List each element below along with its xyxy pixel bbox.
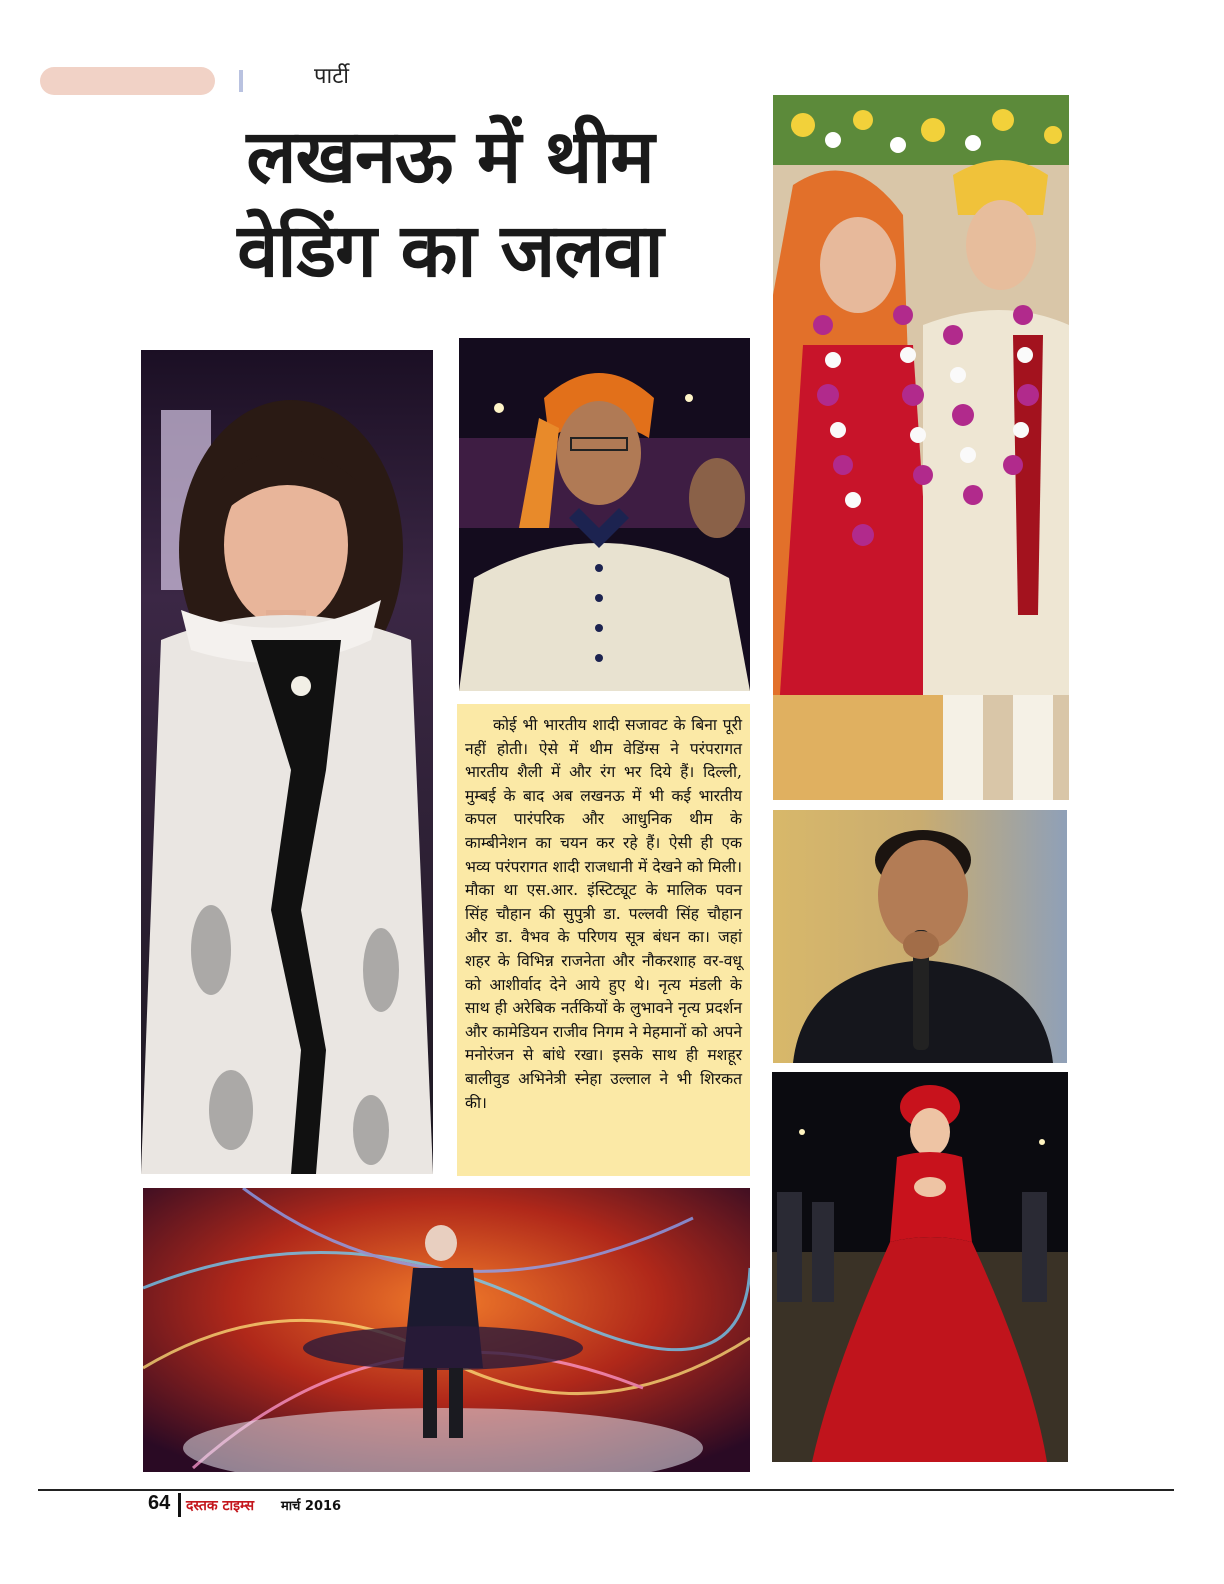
page-number: 64 (148, 1492, 171, 1514)
photo-bride-groom (773, 95, 1069, 800)
headline-line-2: वेडिंग का जलवा (237, 208, 663, 294)
photo-stage-dancer (143, 1188, 750, 1472)
photo-flower-gown-performer (772, 1072, 1068, 1462)
issue-date: मार्च 2016 (281, 1499, 342, 1514)
article-body: कोई भी भारतीय शादी सजावट के बिना पूरी नहीं होती। ऐसे में थीम वेडिंग्स ने परंपरागत भारतीय शैली में और रंग भर दिये हैं। दिल्ली, मुम्बई के बाद अब लखनऊ में भी कई भारतीय कपल पारंपरिक और आधुनिक थीम के काम्बीनेशन का चयन कर रहे हैं। ऐसी ही एक भव्य परंपरागत शादी राजधानी में देखने को मिली। मौका था एस.आर. इंस्टिट्यूट के मालिक पवन सिंह चौहान की सुपुत्री डा. पल्लवी सिंह चौहान और डा. वैभव के परिणय सूत्र बंधन का। जहां शहर के विभिन्न राजनेता और नौकरशाह वर-वधू को आशीर्वाद देने आये हुए थे। नृत्य मंडली के साथ ही अरेबिक नर्तकियों के लुभावने नृत्य प्रदर्शन और कामेडियन राजीव निगम ने मेहमानों को अपने मनोरंजन से बांधे रखा। इसके साथ ही मशहूर बालीवुड अभिनेत्री स्नेहा उल्लाल ने भी शिरकत की। (457, 704, 750, 1176)
headline-line-1: लखनऊ में थीम (246, 114, 654, 200)
section-label: पार्टी (314, 64, 349, 89)
photo-comedian (773, 810, 1067, 1063)
headline (150, 110, 750, 298)
publication-logo: दस्तक टाइम्स (186, 1498, 255, 1514)
footer-separator (178, 1493, 181, 1517)
photo-actress (141, 350, 433, 1174)
section-divider (239, 70, 243, 92)
section-pill-decoration (40, 67, 215, 95)
photo-host-turban (459, 338, 750, 691)
footer-rule (38, 1489, 1174, 1491)
